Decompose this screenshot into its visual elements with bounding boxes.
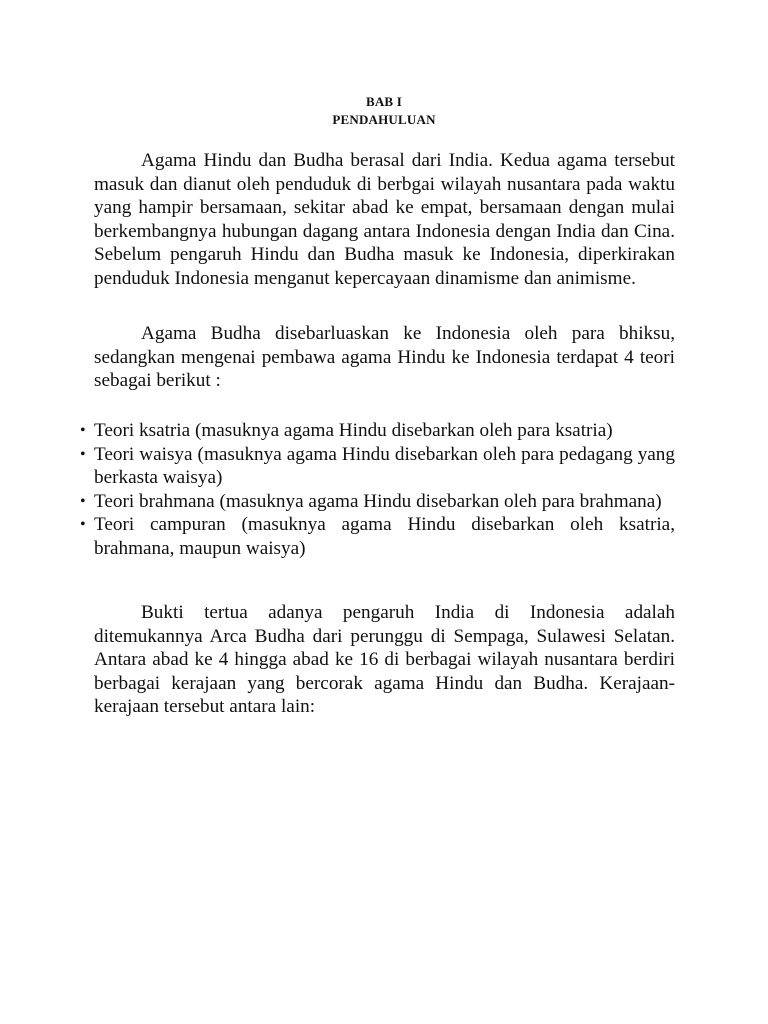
- paragraph-evidence: Bukti tertua adanya pengaruh India di Indonesia adalah ditemukannya Arca Budha dari perunggu di Sempaga, Sulawesi Selatan. Antara abad ke 4 hingga abad ke 16 di berbagai wilayah nusantara berdiri berbagai kerajaan yang bercorak agama Hindu dan Budha. Kerajaan-kerajaan tersebut antara lain:: [94, 602, 675, 718]
- list-item-text: Teori ksatria (masuknya agama Hindu disebarkan oleh para ksatria): [94, 420, 613, 441]
- list-item: [78, 490, 675, 514]
- bullet-icon: •: [80, 422, 86, 439]
- list-item: [78, 513, 675, 560]
- chapter-title: PENDAHULUAN: [332, 112, 436, 127]
- paragraph-intro: Agama Hindu dan Budha berasal dari India. Kedua agama tersebut masuk dan dianut oleh penduduk di berbgai wilayah nusantara pada waktu yang hampir bersamaan, sekitar abad ke empat, bersamaan dengan mulai berkembangnya hubungan dagang antara Indonesia dengan India dan Cina. Sebelum pengaruh Hindu dan Budha masuk ke Indonesia, diperkirakan penduduk Indonesia menganut kepercayaan dinamisme dan animisme.: [94, 150, 675, 289]
- list-item-text: Teori waisya (masuknya agama Hindu disebarkan oleh para pedagang yang berkasta waisya): [94, 443, 675, 489]
- bullet-icon: •: [80, 492, 86, 510]
- list-item-text: Teori brahmana (masuknya agama Hindu disebarkan oleh para brahmana): [94, 490, 662, 512]
- list-item-text: Teori campuran (masuknya agama Hindu disebarkan oleh ksatria, brahmana, maupun waisya): [94, 514, 675, 559]
- paragraph-theories-intro: Agama Budha disebarluaskan ke Indonesia oleh para bhiksu, sedangkan mengenai pembawa agama Hindu ke Indonesia terdapat 4 teori sebagai berikut :: [94, 323, 675, 392]
- list-item: [78, 443, 675, 490]
- list-item: [78, 419, 675, 443]
- theory-list: [78, 419, 675, 561]
- bullet-icon: •: [80, 445, 86, 463]
- bullet-icon: •: [80, 516, 86, 534]
- chapter-number: BAB I: [365, 94, 403, 109]
